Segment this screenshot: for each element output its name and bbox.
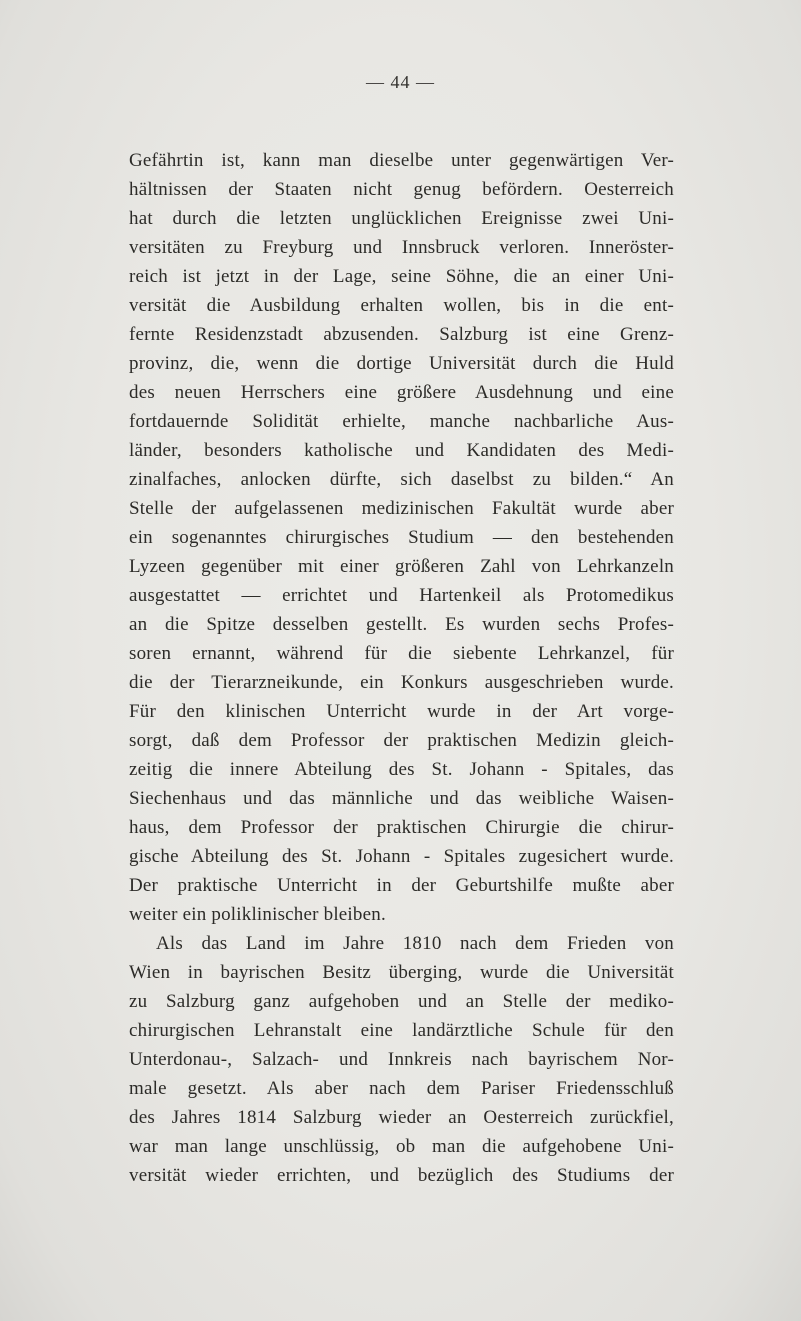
text-line: war man lange unschlüssig, ob man die aufgehobene Uni- [129,1136,674,1157]
text-line: Stelle der aufgelassenen medizinischen Fakultät wurde aber [129,498,674,519]
text-line: zinalfaches, anlocken dürfte, sich daselbst zu bilden.“ An [129,469,674,490]
text-line: Siechenhaus und das männliche und das weibliche Waisen- [129,788,674,809]
text-line: fortdauernde Solidität erhielte, manche nachbarliche Aus- [129,411,674,432]
text-line: hat durch die letzten unglücklichen Ereignisse zwei Uni- [129,208,674,229]
text-line: versität die Ausbildung erhalten wollen, bis in die ent- [129,295,674,316]
text-line: an die Spitze desselben gestellt. Es wurden sechs Profes- [129,614,674,635]
text-line: haus, dem Professor der praktischen Chirurgie die chirur- [129,817,674,838]
text-line: sorgt, daß dem Professor der praktischen Medizin gleich- [129,730,674,751]
text-line: chirurgischen Lehranstalt eine landärztliche Schule für den [129,1020,674,1041]
text-line: ein sogenanntes chirurgisches Studium — den bestehenden [129,527,674,548]
text-line: Gefährtin ist, kann man dieselbe unter gegenwärtigen Ver- [129,150,674,171]
text-line: die der Tierarzneikunde, ein Konkurs ausgeschrieben wurde. [129,672,674,693]
text-line: reich ist jetzt in der Lage, seine Söhne, die an einer Uni- [129,266,674,287]
text-line: zu Salzburg ganz aufgehoben und an Stelle der mediko- [129,991,674,1012]
text-line: länder, besonders katholische und Kandidaten des Medi- [129,440,674,461]
text-line: des Jahres 1814 Salzburg wieder an Oesterreich zurückfiel, [129,1107,674,1128]
text-block [129,146,674,1190]
text-line: Unterdonau-, Salzach- und Innkreis nach bayrischem Nor- [129,1049,674,1070]
paragraph [129,929,674,1190]
text-line: Der praktische Unterricht in der Geburtshilfe mußte aber [129,875,674,896]
paragraph [129,146,674,929]
text-line: provinz, die, wenn die dortige Universität durch die Huld [129,353,674,374]
text-line: des neuen Herrschers eine größere Ausdehnung und eine [129,382,674,403]
text-line: gische Abteilung des St. Johann - Spitales zugesichert wurde. [129,846,674,867]
page-number: — 44 — [366,72,435,92]
text-line: Lyzeen gegenüber mit einer größeren Zahl von Lehrkanzeln [129,556,674,577]
text-line: zeitig die innere Abteilung des St. Johann - Spitales, das [129,759,674,780]
text-line: male gesetzt. Als aber nach dem Pariser Friedensschluß [129,1078,674,1099]
text-line: Für den klinischen Unterricht wurde in der Art vorge- [129,701,674,722]
text-line: soren ernannt, während für die siebente Lehrkanzel, für [129,643,674,664]
text-line: Als das Land im Jahre 1810 nach dem Frieden von [156,933,674,954]
text-line: versität wieder errichten, und bezüglich des Studiums der [129,1165,674,1186]
text-line: versitäten zu Freyburg und Innsbruck verloren. Inneröster- [129,237,674,258]
text-line: weiter ein poliklinischer bleiben. [129,904,386,925]
text-line: hältnissen der Staaten nicht genug befördern. Oesterreich [129,179,674,200]
text-line: ausgestattet — errichtet und Hartenkeil als Protomedikus [129,585,674,606]
text-line: Wien in bayrischen Besitz überging, wurde die Universität [129,962,674,983]
text-line: fernte Residenzstadt abzusenden. Salzburg ist eine Grenz- [129,324,674,345]
